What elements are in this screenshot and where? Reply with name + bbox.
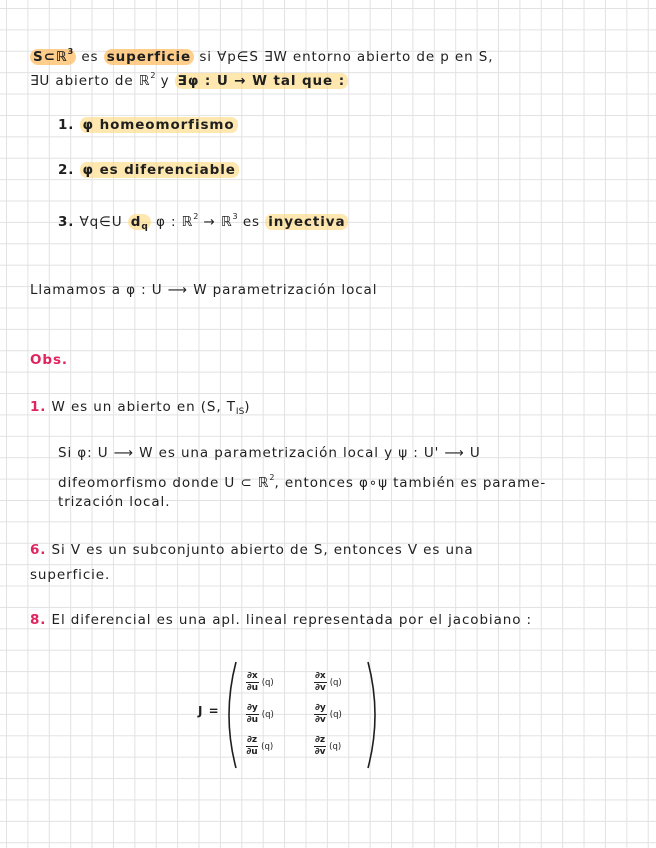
jacobian-entry: $\frac{\partial x}{\partial u}$ (q) (246, 671, 274, 693)
definition-line-2: ∃U abierto de ℝ$^2$ y ∃φ : U → W tal que : (30, 66, 348, 91)
jacobian-entry: $\frac{\partial z}{\partial u}$ (q) (246, 735, 274, 757)
jacobian-entry: $\frac{\partial x}{\partial v}$ (q) (314, 671, 342, 693)
set-symbol: S⊂ℝ$^3$ (30, 49, 76, 65)
right-parenthesis (366, 660, 380, 770)
obs-point-8: 8. El diferencial es una apl. lineal representada por el jacobiano : (30, 612, 532, 628)
item-2-highlight: φ es diferenciable (80, 162, 239, 178)
note-line-3: trización local. (58, 494, 171, 510)
definition-line-1: S⊂ℝ$^3$ es superficie si ∀p∈S ∃W entorno abierto de p en S, (30, 42, 493, 67)
jacobian-matrix (198, 660, 398, 770)
jacobian-entry: $\frac{\partial z}{\partial v}$ (q) (314, 735, 342, 757)
obs-title: Obs. (30, 352, 68, 368)
condition-item-3: 3. ∀q∈U $d_q$ φ : ℝ$^2$ → ℝ$^3$ es inyectiva (58, 207, 348, 237)
left-parenthesis (224, 660, 238, 770)
injectiva-highlight: inyectiva (265, 214, 348, 230)
differential-highlight: $d_q$ (128, 214, 151, 230)
condition-item-1: 1. φ homeomorfismo (58, 115, 238, 135)
obs-point-6-line-1: 6. Si V es un subconjunto abierto de S, entonces V es una (30, 542, 474, 558)
jacobian-entry: $\frac{\partial y}{\partial u}$ (q) (246, 703, 274, 725)
note-line-1: Si φ: U ⟶ W es una parametrización local y ψ : U' ⟶ U (58, 445, 481, 461)
note-line-2: difeomorfismo donde U ⊂ ℝ$^2$, entonces φ∘ψ también es parame- (58, 473, 547, 491)
superficie-highlight: superficie (104, 49, 194, 65)
naming-line: Llamamos a φ : U ⟶ W parametrización local (30, 282, 378, 298)
item-1-highlight: φ homeomorfismo (80, 117, 238, 133)
jacobian-entry: $\frac{\partial y}{\partial v}$ (q) (315, 703, 342, 725)
obs-point-6-line-2: superficie. (30, 567, 111, 583)
obs-point-1: 1. W es un abierto en (S, $T_{IS}$) (30, 399, 251, 417)
jacobian-label: J = (198, 704, 220, 718)
condition-item-2: 2. φ es diferenciable (58, 160, 239, 180)
condition-highlight: ∃φ : U → W tal que : (175, 73, 348, 89)
